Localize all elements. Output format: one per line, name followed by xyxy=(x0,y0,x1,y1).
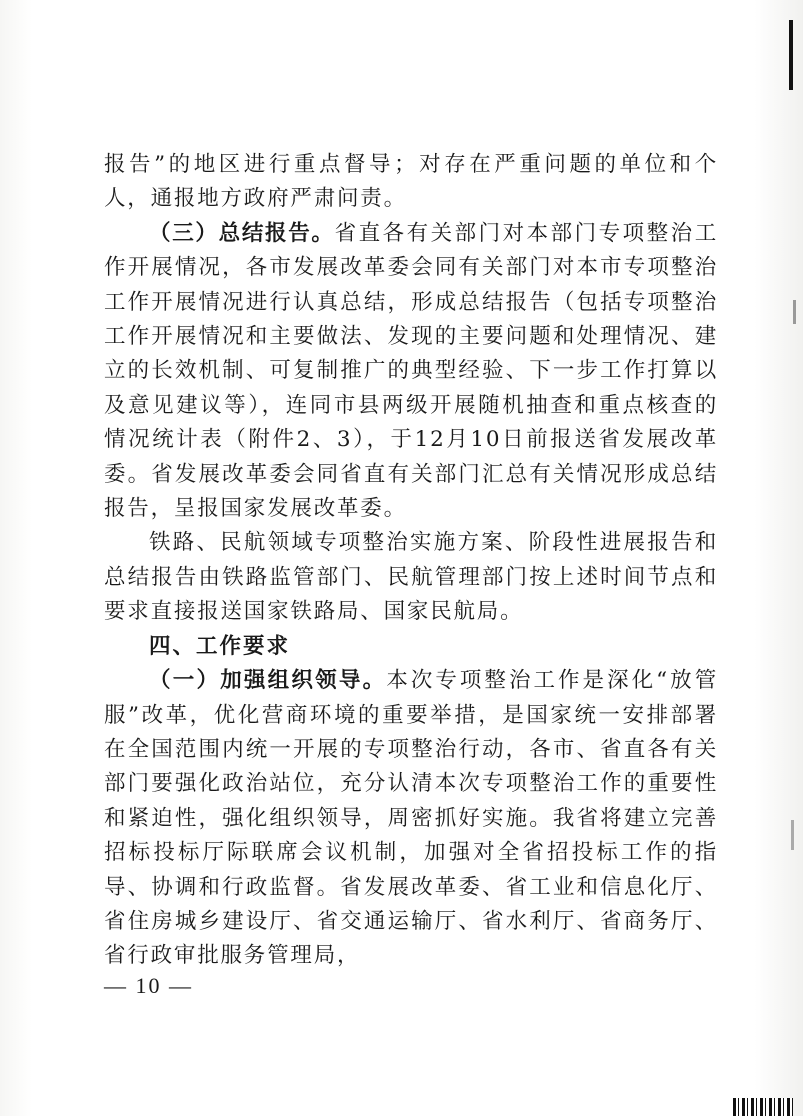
paragraph-3: 铁路、民航领域专项整治实施方案、阶段性进展报告和总结报告由铁路监管部门、民航管理部门按上述时间节点和要求直接报送国家铁路局、国家民航局。 xyxy=(104,530,718,625)
section-lead-organization: （一）加强组织领导。 xyxy=(149,668,387,694)
page-number: — 10 — xyxy=(104,973,193,998)
barcode-strip xyxy=(733,1098,793,1116)
paragraph-2 xyxy=(104,217,718,527)
section-lead-summary-report: （三）总结报告。 xyxy=(149,220,335,246)
paragraph-4-body: 本次专项整治工作是深化“放管服”改革，优化营商环境的重要举措，是国家统一安排部署在全国范围内统一开展的专项整治行动，各市、省直各有关部门要强化政治站位，充分认清本次专项整治工作的重要性和紧迫性，强化组织领导，周密抓好实施。我省将建立完善招标投标厅际联席会议机制，加强对全省招投标工作的指导、协调和行政监督。省发展改革委、省工业和信息化厅、省住房城乡建设厅、省交通运输厅、省水利厅、省商务厅、省行政审批服务管理局， xyxy=(104,668,718,969)
body-text xyxy=(104,148,718,974)
paragraph-4 xyxy=(104,664,718,974)
paragraph-2-body: 省直各有关部门对本部门专项整治工作开展情况，各市发展改革委会同有关部门对本市专项整治工作开展情况进行认真总结，形成总结报告（包括专项整治工作开展情况和主要做法、发现的主要问题和处理情况、建立的长效机制、可复制推广的典型经验、下一步工作打算以及意见建议等），连同市县两级开展随机抽查和重点核查的情况统计表（附件2、3），于12月10日前报送省发展改革委。省发展改革委会同省直有关部门汇总有关情况形成总结报告，呈报国家发展改革委。 xyxy=(104,220,718,522)
section-heading-work-requirements: 四、工作要求 xyxy=(149,633,291,659)
scan-edge xyxy=(781,0,803,1116)
paragraph-1: 报告”的地区进行重点督导；对存在严重问题的单位和个人，通报地方政府严肃问责。 xyxy=(104,152,718,212)
